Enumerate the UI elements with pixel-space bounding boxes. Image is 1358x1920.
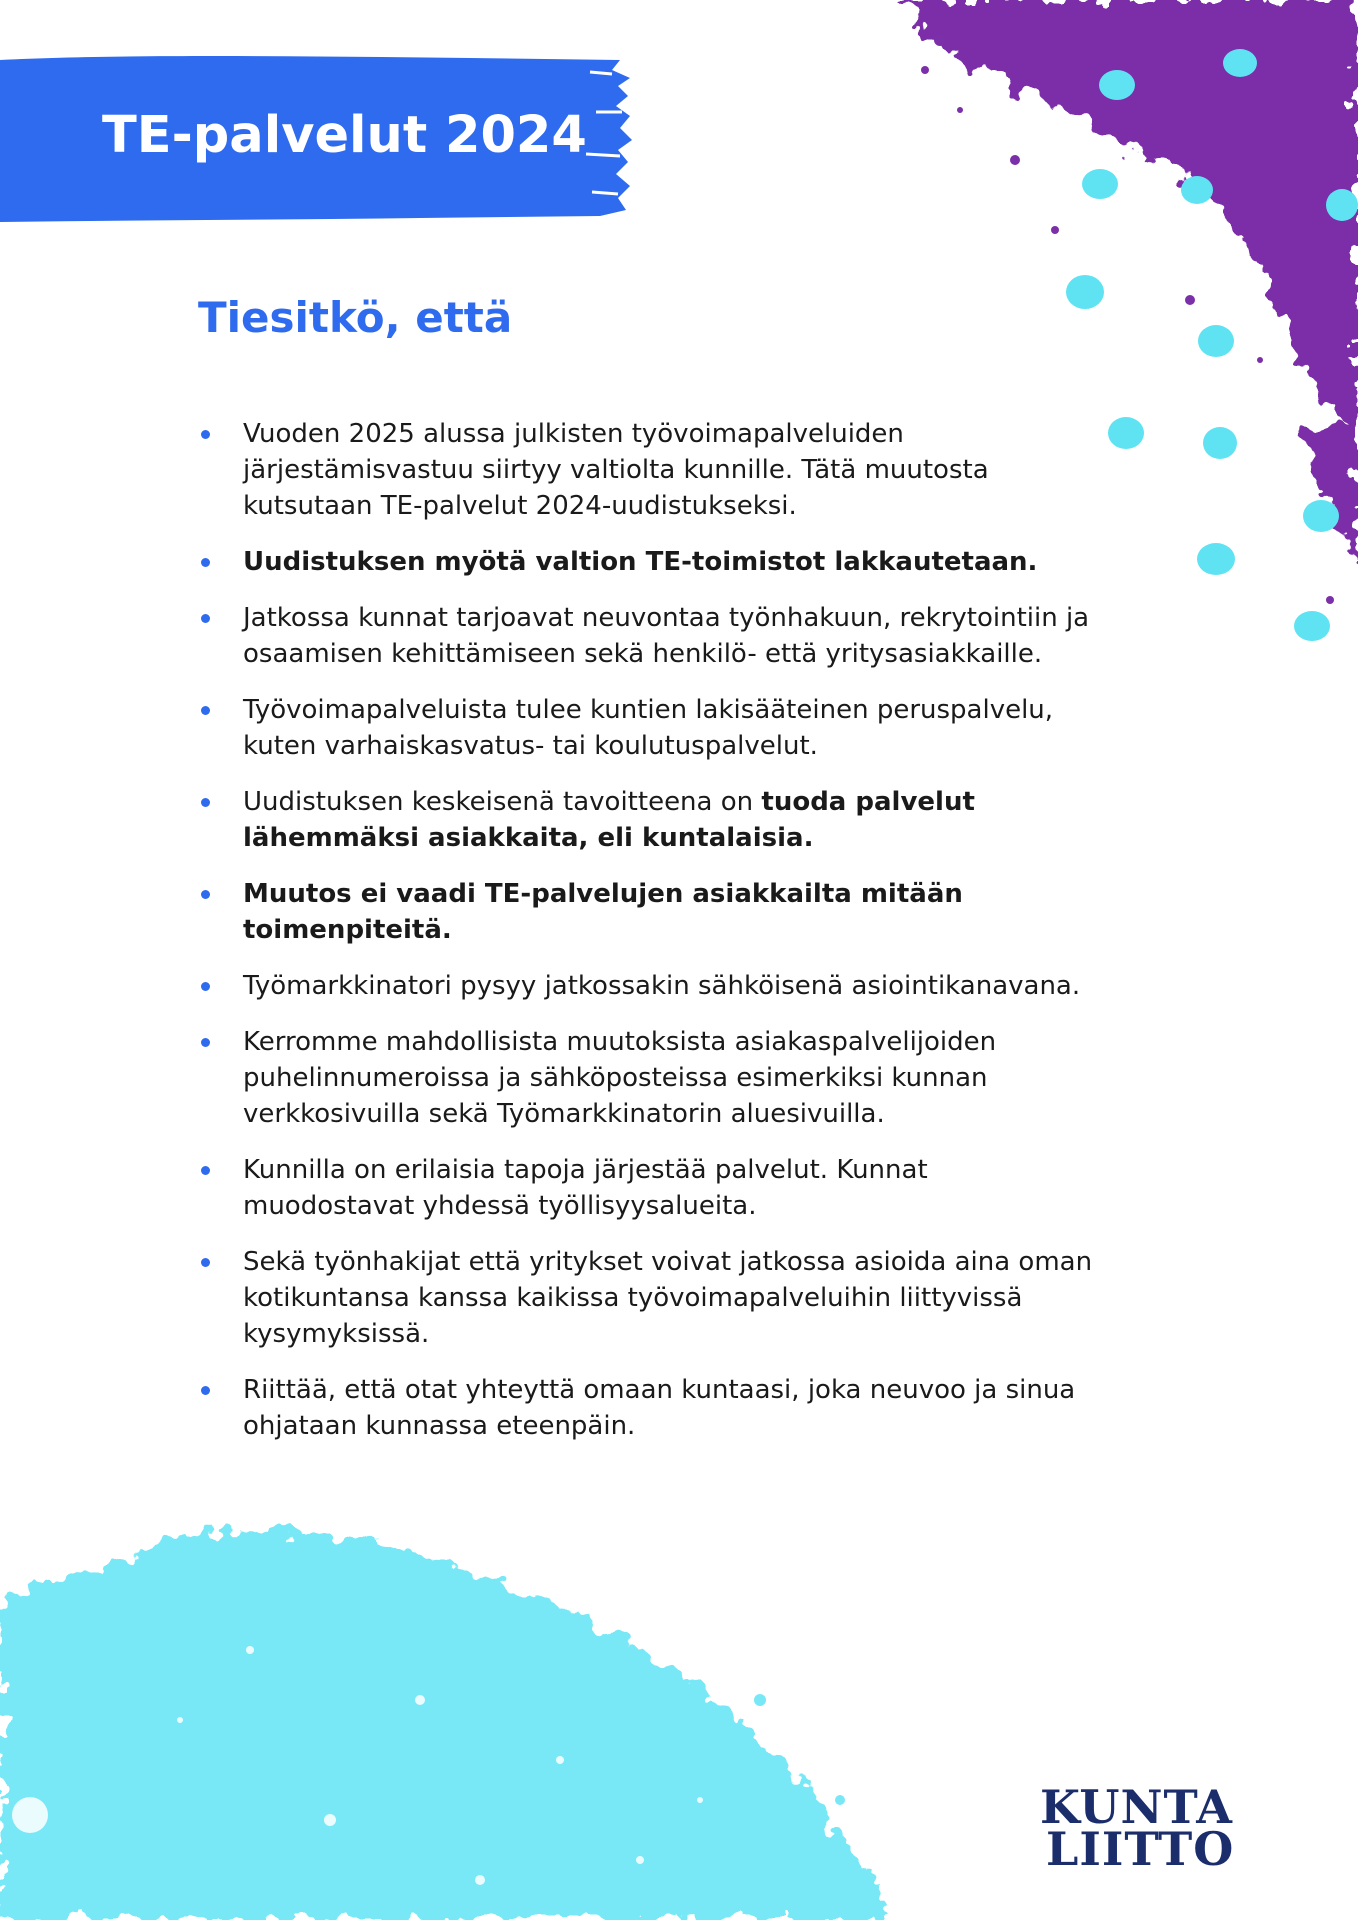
fact-text: Työmarkkinatori pysyy jatkossakin sähköisenä asiointikanavana. [243, 971, 1081, 1001]
fact-text: Sekä työnhakijat että yritykset voivat jatkossa asioida aina oman kotikuntansa kanssa kaikissa työvoimapalveluihin liittyvissä kysymyksissä. [243, 1247, 1093, 1349]
kuntaliitto-logo [1040, 1780, 1290, 1880]
list-item [198, 544, 1098, 580]
logo-line-1: KUNTA [1040, 1780, 1233, 1834]
fact-text: Vuoden 2025 alussa julkisten työvoimapalveluiden järjestämisvastuu siirtyy valtiolta kunnille. Tätä muutosta kutsutaan TE-palvelut 2024-uudistukseksi. [243, 419, 989, 521]
fact-text: Jatkossa kunnat tarjoavat neuvontaa työnhakuun, rekrytointiin ja osaamisen kehittämiseen sekä henkilö- että yritysasiakkaille. [243, 603, 1090, 669]
list-item [198, 1152, 1098, 1224]
facts-list [198, 416, 1098, 1464]
list-item [198, 784, 1098, 856]
cyan-paint-splash [0, 1531, 890, 1920]
list-item [198, 692, 1098, 764]
fact-text-bold: tuoda palvelut lähemmäksi asiakkaita, eli kuntalaisia. [243, 787, 975, 853]
fact-text: Kerromme mahdollisista muutoksista asiakaspalvelijoiden puhelinnumeroissa ja sähköposteissa esimerkiksi kunnan verkkosivuilla sekä Työmarkkinatorin aluesivuilla. [243, 1027, 997, 1129]
fact-text-bold: Muutos ei vaadi TE-palvelujen asiakkailta mitään toimenpiteitä. [243, 879, 963, 945]
logo-line-2: LIITTO [1046, 1822, 1235, 1876]
fact-text: Riittää, että otat yhteyttä omaan kuntaasi, joka neuvoo ja sinua ohjataan kunnassa eteenpäin. [243, 1375, 1076, 1441]
list-item [198, 1024, 1098, 1132]
list-item [198, 416, 1098, 524]
page-title: TE-palvelut 2024 [102, 106, 587, 165]
cyan-splash-specks [113, 1538, 845, 1805]
list-item [198, 968, 1098, 1004]
list-item [198, 1244, 1098, 1352]
list-item [198, 876, 1098, 948]
fact-text: Työvoimapalveluista tulee kuntien lakisääteinen peruspalvelu, kuten varhaiskasvatus- tai koulutuspalvelut. [243, 695, 1054, 761]
fact-text-bold: Uudistuksen myötä valtion TE-toimistot lakkautetaan. [243, 547, 1038, 577]
white-specks [12, 1646, 703, 1885]
list-item [198, 1372, 1098, 1444]
fact-text: Kunnilla on erilaisia tapoja järjestää palvelut. Kunnat muodostavat yhdessä työllisyysalueita. [243, 1155, 928, 1221]
cyan-dots [1066, 49, 1358, 641]
fact-text: Uudistuksen keskeisenä tavoitteena on [243, 787, 762, 817]
list-item [198, 600, 1098, 672]
section-heading: Tiesitkö, että [198, 293, 513, 342]
